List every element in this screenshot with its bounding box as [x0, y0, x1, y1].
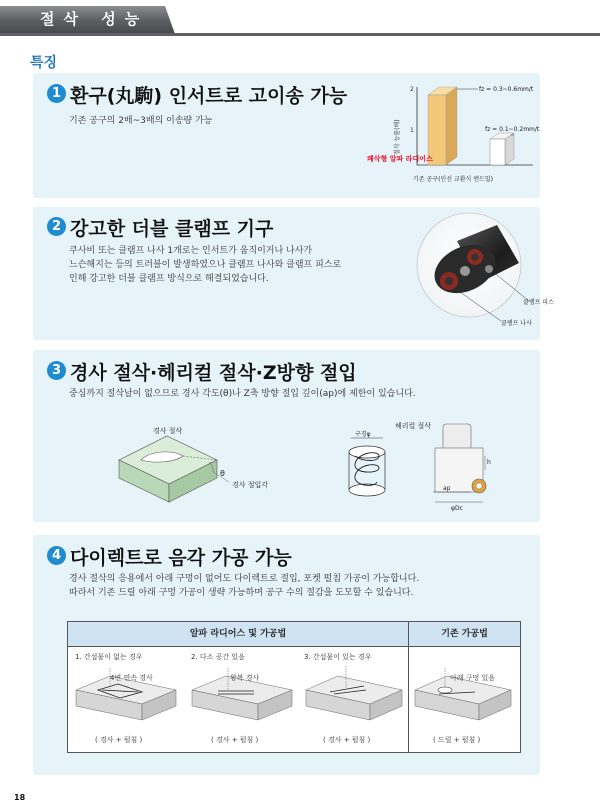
ramp-cutting-diagram — [111, 420, 291, 510]
number-badge: 3 — [47, 361, 66, 380]
feature-text-line-1: 쿠사비 또는 클램프 나사 1개로는 인서트가 움직이거나 나사가 — [69, 246, 313, 256]
clamp-piece-label: 클램프 피스 — [523, 299, 554, 306]
feature-title: 환구(丸駒) 인서트로 고이송 가능 — [70, 85, 348, 107]
theta-label: θ — [220, 469, 225, 478]
feature-title: 다이렉트로 음각 가공 가능 — [70, 547, 292, 569]
page-title: 절삭 성능 — [40, 10, 149, 28]
cell-note: 왕복 경사 — [230, 674, 260, 682]
table-head-conventional: 기존 가공법 — [409, 622, 520, 647]
y-tick-1: 1 — [410, 127, 414, 134]
clamp-screw-label: 클램프 나사 — [501, 320, 532, 327]
ap-label: ap — [443, 485, 451, 492]
ramp-angle-label: 경사 절입각 — [232, 481, 269, 489]
cell-method: ( 드릴 + 펄침 ) — [433, 736, 481, 744]
feature-panel-2 — [33, 207, 554, 340]
table-cell-2 — [186, 648, 298, 748]
number-badge: 2 — [47, 217, 66, 236]
table-cell-1 — [70, 648, 182, 748]
dc-label: φDc — [451, 505, 463, 512]
helical-cutting-label: 헤리컬 절삭 — [395, 422, 432, 430]
cell-caption: 1. 간섭물이 없는 경우 — [75, 653, 143, 661]
cell-caption: 3. 간섭물이 있는 경우 — [304, 653, 372, 661]
bore-diameter-label: 구경φ — [355, 431, 371, 438]
cell-method: ( 경사 + 펄침 ) — [95, 736, 143, 744]
alpha-radius-label: 쾌삭형 알파 라디어스 — [367, 155, 433, 163]
feature-text-line-2: 느슨해지는 등의 트러블이 발생하였으나 클램프 나사와 클램프 피스로 — [69, 260, 342, 270]
feature-text-line-3: 인해 강고한 더블 클램프 방식으로 해결되었습니다. — [69, 274, 269, 284]
cell-note: 아래 구멍 있음 — [450, 674, 496, 682]
bar-conventional — [490, 139, 505, 165]
number-badge: 1 — [47, 84, 66, 103]
page-number: 18 — [14, 793, 26, 802]
fz-high-label: fz = 0.3~0.6mm/t — [479, 86, 534, 93]
cell-method: ( 경사 + 펄침 ) — [211, 736, 259, 744]
conventional-tool-label: 기존 공구(인선 교환식 엔드밀) — [413, 176, 493, 183]
feed-comparison-chart — [367, 81, 540, 193]
feature-text-line-2: 따라서 기존 드릴 아래 구멍 가공이 생략 가능하며 공구 수의 절감을 도모할 수 있습니다. — [69, 588, 414, 598]
y-axis-label: 절삭 능률(배) — [394, 119, 401, 155]
feature-title: 강고한 더블 클램프 기구 — [70, 218, 274, 240]
pocket-illustration — [302, 664, 406, 730]
feature-text-line-1: 경사 절삭의 응용에서 아래 구멍이 없어도 다이렉트로 절입, 포켓 펄침 가공이 가능합니다. — [69, 574, 420, 584]
ramp-cutting-label: 경사 절삭 — [153, 427, 183, 435]
fz-low-label: fz = 0.1~0.2mm/t — [485, 126, 540, 133]
y-tick-2: 2 — [410, 86, 414, 93]
table-cell-3 — [302, 648, 406, 748]
helical-cutting-diagram — [335, 412, 495, 518]
clamp-mechanism-illustration — [397, 211, 554, 337]
table-head-alpha: 알파 라디어스 및 가공법 — [68, 622, 409, 647]
height-label: h — [487, 459, 491, 466]
feature-text: 기존 공구의 2배~3배의 이송량 가능 — [69, 116, 213, 126]
feature-panel-1 — [33, 73, 540, 198]
section-heading: 특징 — [30, 55, 58, 71]
feature-title: 경사 절삭·헤리컬 절삭·Z방향 절입 — [70, 362, 357, 384]
cell-note: 4변 연속 경사 — [110, 674, 153, 682]
feature-panel-3 — [33, 350, 540, 522]
cell-caption: 2. 다소 공간 있음 — [191, 653, 245, 661]
feature-text: 중심까지 절삭날이 없으므로 경사 각도(θ)나 Z축 방향 절입 깊이(ap)에 제한이 있습니다. — [69, 389, 416, 399]
cell-method: ( 경사 + 펄침 ) — [323, 736, 371, 744]
table-cell-4 — [409, 648, 517, 748]
number-badge: 4 — [47, 546, 66, 565]
header-bar — [0, 0, 600, 38]
header-rule — [0, 33, 600, 36]
